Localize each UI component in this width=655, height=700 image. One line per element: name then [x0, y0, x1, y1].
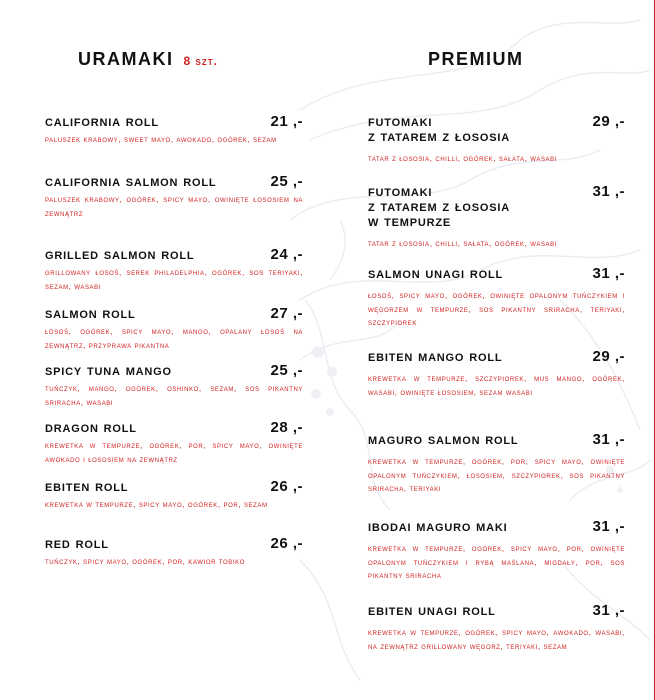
menu-item: [45, 247, 303, 293]
menu-item: [45, 114, 303, 147]
uramaki-heading: [78, 43, 218, 72]
item-description: krewetka w tempurze, ogórek, por, spicy mayo, owinięte opalonym tuńczykiem, łososiem, szczypiorek, sos pikantny sriracha, teriyaki: [368, 457, 625, 493]
item-price: 31 ,-: [592, 265, 625, 282]
item-price: 25 ,-: [270, 173, 303, 190]
item-name: futomaki z tatarem z łososia: [368, 113, 510, 145]
item-name: california salmon roll: [45, 173, 217, 190]
item-price: 31 ,-: [592, 602, 625, 619]
item-description: paluszek krabowy, sweet mayo, awokado, ogórek, sezam: [45, 135, 277, 144]
item-price: 29 ,-: [592, 348, 625, 365]
item-price: 28 ,-: [270, 419, 303, 436]
item-description: krewetka w tempurze, ogórek, spicy mayo, awokado, wasabi, na zewnątrz grillowany węgorz, teriyaki, sezam: [368, 628, 625, 651]
premium-heading: [428, 43, 524, 72]
item-name: futomaki z tatarem z łososia w tempurze: [368, 183, 510, 230]
item-description: paluszek krabowy, ogórek, spicy mayo, owinięte łososiem na zewnątrz: [45, 195, 303, 218]
item-price: 31 ,-: [592, 431, 625, 448]
item-price: 21 ,-: [270, 113, 303, 130]
item-description: tatar z łososia, chilli, ogórek, sałata, wasabi: [368, 154, 558, 163]
uramaki-count: 8 szt.: [183, 54, 218, 68]
menu-item: [368, 432, 625, 496]
item-description: grillowany łosoś, serek philadelphia, ogórek, sos teriyaki, sezam, wasabi: [45, 268, 303, 291]
item-name: ibodai maguro maki: [368, 518, 508, 535]
item-name: maguro salmon roll: [368, 431, 519, 448]
item-name: spicy tuna mango: [45, 362, 172, 379]
item-price: 25 ,-: [270, 362, 303, 379]
menu-item: [45, 420, 303, 466]
item-description: krewetka w tempurze, ogórek, spicy mayo, por, owinięte opalonym tuńczykiem i rybą maślana, migdały, por, sos pikantny sriracha: [368, 544, 625, 580]
menu-item: [368, 114, 625, 166]
item-price: 26 ,-: [270, 535, 303, 552]
menu-item: [45, 479, 303, 512]
item-price: 31 ,-: [592, 183, 625, 200]
item-name: salmon unagi roll: [368, 265, 503, 282]
item-description: krewetka w tempurze, ogórek, por, spicy mayo, owinięte awokado i łososiem na zewnątrz: [45, 441, 303, 464]
uramaki-title: uramaki: [78, 43, 174, 71]
menu-item: [45, 306, 303, 352]
item-description: łosoś, ogórek, spicy mayo, mango, opalany łosoś na zewnątrz, przyprawa pikantna: [45, 327, 303, 350]
menu-item: [45, 536, 303, 569]
item-description: tuńczyk, mango, ogórek, oshinko, sezam, sos pikantny sriracha, wasabi: [45, 384, 303, 407]
menu-item: [368, 184, 625, 251]
item-description: krewetka w tempurze, szczypiorek, mus mango, ogórek, wasabi, owinięte łososiem, sezam wasabi: [368, 374, 625, 397]
menu-item: [45, 174, 303, 220]
item-name: red roll: [45, 535, 109, 552]
item-name: ebiten mango roll: [368, 348, 503, 365]
menu-item: [368, 266, 625, 330]
item-name: ebiten unagi roll: [368, 602, 496, 619]
menu-item: [368, 519, 625, 583]
item-description: tuńczyk, spicy mayo, ogórek, por, kawior tobiko: [45, 557, 246, 566]
item-name: grilled salmon roll: [45, 246, 195, 263]
item-description: łosoś, spicy mayo, ogórek, owinięte opalonym tuńczykiem i węgorzem w tempurze, sos pikantny sriracha, teriyaki, szczypiorek: [368, 291, 625, 327]
item-price: 29 ,-: [592, 113, 625, 130]
item-description: tatar z łososia, chilli, sałata, ogórek, wasabi: [368, 239, 558, 248]
item-price: 26 ,-: [270, 478, 303, 495]
item-name: salmon roll: [45, 305, 136, 322]
item-description: krewetka w tempurze, spicy mayo, ogórek, por, sezam: [45, 500, 268, 509]
menu-item: [45, 363, 303, 409]
item-name: ebiten roll: [45, 478, 129, 495]
item-price: 31 ,-: [592, 518, 625, 535]
item-price: 24 ,-: [270, 246, 303, 263]
menu-item: [368, 603, 625, 653]
menu-item: [368, 349, 625, 399]
item-price: 27 ,-: [270, 305, 303, 322]
item-name: california roll: [45, 113, 159, 130]
item-name: dragon roll: [45, 419, 137, 436]
premium-title: premium: [428, 43, 524, 71]
